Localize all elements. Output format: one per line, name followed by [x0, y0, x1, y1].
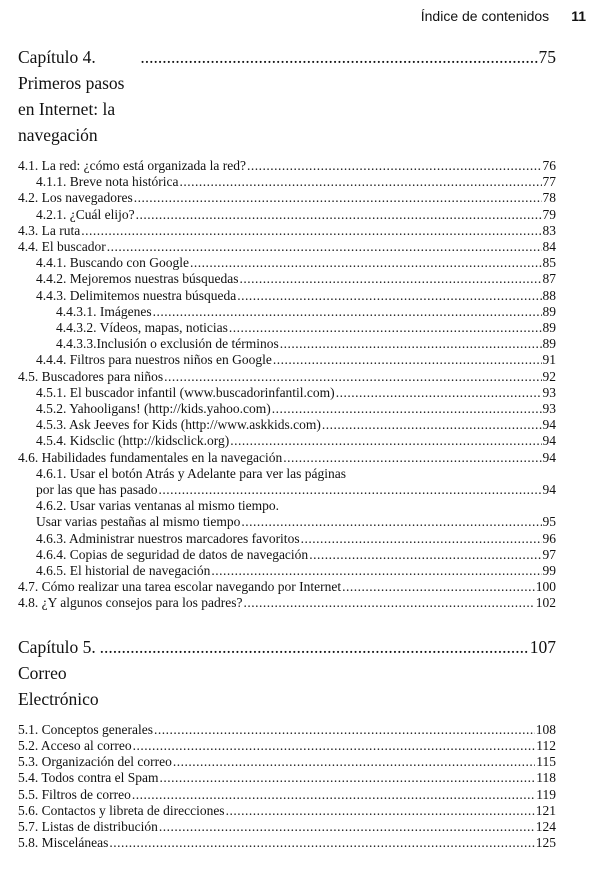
chapter-section: [18, 634, 556, 852]
toc-entry-title: 4.4.3.2. Vídeos, mapas, noticias: [56, 320, 228, 336]
toc-entry-page-number: 94: [542, 449, 556, 465]
toc-entry-page-number: 93: [542, 401, 556, 417]
toc-entry[interactable]: [18, 207, 556, 223]
chapter-section: [18, 44, 556, 612]
dot-leader: [272, 401, 542, 417]
dot-leader: [230, 433, 541, 449]
dot-leader: [239, 271, 541, 287]
toc-entry[interactable]: [18, 835, 556, 851]
toc-entry-page-number: 115: [536, 754, 556, 770]
toc-entry-page-number: 89: [542, 320, 556, 336]
toc-entry-title: 4.7. Cómo realizar una tarea escolar navegando por Internet: [18, 579, 342, 595]
toc-entry-page-number: 94: [542, 482, 556, 498]
toc-entry-page-number: 108: [535, 721, 556, 737]
toc-entry-title: 4.5.4. Kidsclic (http://kidsclick.org): [36, 433, 230, 449]
toc-entry[interactable]: [18, 803, 556, 819]
toc-entry-page-number: 92: [542, 368, 556, 384]
toc-entry-page-number: 94: [542, 433, 556, 449]
dot-leader: [81, 223, 541, 239]
toc-entry[interactable]: [18, 320, 556, 336]
dot-leader: [154, 722, 535, 738]
toc-entry-page-number: 97: [542, 546, 556, 562]
chapter-page-number: 75: [538, 47, 556, 67]
dot-leader: [134, 190, 542, 206]
toc-entry-continuation[interactable]: [18, 514, 556, 530]
toc-entry-page-number: 91: [542, 352, 556, 368]
toc-entry[interactable]: [18, 770, 556, 786]
dot-leader: [237, 288, 541, 304]
toc-entry-title: 4.8. ¿Y algunos consejos para los padres?: [18, 595, 243, 611]
toc-entry-title: 4.4.1. Buscando con Google: [36, 255, 189, 271]
dot-leader: [159, 819, 535, 835]
dot-leader: [136, 207, 542, 223]
toc-entry[interactable]: [18, 433, 556, 449]
toc-entry[interactable]: [18, 401, 556, 417]
toc-entry-title: 5.3. Organización del correo: [18, 754, 172, 770]
toc-entry-page-number: 112: [536, 737, 556, 753]
toc-entry-continuation[interactable]: [18, 482, 556, 498]
toc-entry-title: 5.4. Todos contra el Spam: [18, 770, 159, 786]
dot-leader: [109, 835, 534, 851]
toc-entry[interactable]: [18, 595, 556, 611]
running-header-title: Índice de contenidos: [420, 8, 550, 24]
toc-entry-title: 4.1.1. Breve nota histórica: [36, 174, 179, 190]
toc-entry-page-number: 125: [535, 835, 556, 851]
toc-entry-title: 4.5.1. El buscador infantil (www.buscadorinfantil.com): [36, 384, 335, 400]
toc-entry[interactable]: [18, 531, 556, 547]
toc-entry[interactable]: [18, 288, 556, 304]
toc-entry[interactable]: [18, 239, 556, 255]
toc-entry-title: 4.5.2. Yahooligans! (http://kids.yahoo.com): [36, 401, 271, 417]
toc-entry-title: 4.4.2. Mejoremos nuestras búsquedas: [36, 271, 239, 287]
toc-entry[interactable]: [18, 466, 556, 482]
toc-entry[interactable]: [18, 223, 556, 239]
toc-entry[interactable]: [18, 369, 556, 385]
toc-entry-page-number: 83: [542, 222, 556, 238]
chapter-heading[interactable]: [18, 634, 556, 712]
dot-leader: [243, 595, 534, 611]
toc-entry-title: 5.2. Acceso al correo: [18, 737, 132, 753]
toc-entry-page-number: 99: [542, 563, 556, 579]
toc-entry[interactable]: [18, 352, 556, 368]
dot-leader: [153, 304, 542, 320]
toc-entry-page-number: 84: [542, 239, 556, 255]
toc-entry-title: 4.4.3. Delimitemos nuestra búsqueda: [36, 287, 237, 303]
toc-entry-page-number: 79: [542, 206, 556, 222]
toc-entry[interactable]: [18, 385, 556, 401]
toc-entry[interactable]: [18, 158, 556, 174]
toc-entry-title: 4.6.1. Usar el botón Atrás y Adelante para ver las páginas: [36, 465, 347, 481]
dot-leader: [322, 417, 542, 433]
dot-leader: [158, 482, 541, 498]
table-of-contents: [18, 44, 556, 873]
dot-leader: [164, 369, 541, 385]
toc-entry-title: 4.6. Habilidades fundamentales en la navegación: [18, 449, 283, 465]
toc-entry[interactable]: [18, 271, 556, 287]
dot-leader: [247, 158, 541, 174]
dot-leader: [301, 531, 542, 547]
toc-entry-title: 4.5.3. Ask Jeeves for Kids (http://www.askkids.com): [36, 417, 321, 433]
dot-leader: [342, 579, 535, 595]
toc-entry[interactable]: [18, 255, 556, 271]
toc-entry-title-continued: Usar varias pestañas al mismo tiempo: [36, 514, 241, 530]
dot-leader: [273, 352, 542, 368]
toc-entry-title: 4.6.4. Copias de seguridad de datos de navegación: [36, 546, 309, 562]
toc-entry[interactable]: [18, 304, 556, 320]
toc-entry-title: 4.6.2. Usar varias ventanas al mismo tiempo.: [36, 498, 279, 514]
toc-entry-title-continued: por las que has pasado: [36, 482, 158, 498]
chapter-page-number: 107: [529, 636, 556, 657]
toc-entry-title: 5.7. Listas de distribución: [18, 818, 158, 834]
toc-entry-page-number: 100: [535, 579, 556, 595]
dot-leader: [132, 787, 535, 803]
dot-leader: [241, 514, 541, 530]
dot-leader: [107, 239, 542, 255]
toc-entry[interactable]: [18, 498, 556, 514]
chapter-title: Capítulo 4. Primeros pasos en Internet: la navegación: [18, 47, 125, 145]
dot-leader: [283, 450, 541, 466]
toc-entry-page-number: 93: [542, 384, 556, 400]
toc-entry-page-number: 77: [542, 174, 556, 190]
toc-entry-title: 4.4.3.3.Inclusión o exclusión de términos: [56, 336, 279, 352]
toc-entry-title: 5.5. Filtros de correo: [18, 786, 131, 802]
toc-entry-page-number: 94: [542, 417, 556, 433]
toc-entry-page-number: 88: [542, 287, 556, 303]
toc-entry[interactable]: [18, 754, 556, 770]
page-number: 11: [571, 8, 586, 24]
toc-entry-page-number: 102: [535, 595, 556, 611]
toc-entry[interactable]: [18, 738, 556, 754]
toc-entry-page-number: 89: [542, 336, 556, 352]
toc-entry-title: 4.2.1. ¿Cuál elijo?: [36, 206, 135, 222]
dot-leader: [226, 803, 535, 819]
dot-leader: [133, 738, 536, 754]
toc-entry-title: 4.1. La red: ¿cómo está organizada la red?: [18, 158, 247, 173]
toc-entry-page-number: 76: [542, 158, 556, 173]
toc-entry-page-number: 87: [542, 271, 556, 287]
toc-entry-page-number: 118: [536, 770, 556, 786]
toc-entry-title: 4.5. Buscadores para niños: [18, 368, 164, 384]
chapter-heading[interactable]: [18, 44, 556, 148]
toc-entry[interactable]: [18, 787, 556, 803]
toc-entry-title: 4.4.3.1. Imágenes: [56, 303, 152, 319]
dot-leader: [336, 385, 542, 401]
dot-leader: [190, 255, 542, 271]
toc-entry-title: 4.4. El buscador: [18, 239, 106, 255]
toc-entry-title: 4.6.3. Administrar nuestros marcadores favoritos: [36, 530, 300, 546]
toc-entry-title: 5.6. Contactos y libreta de direcciones: [18, 802, 225, 818]
dot-leader: [160, 770, 536, 786]
toc-entry-page-number: 78: [542, 190, 556, 206]
dot-leader: [229, 320, 542, 336]
toc-entry-title: 5.1. Conceptos generales: [18, 721, 153, 737]
toc-entry[interactable]: [18, 563, 556, 579]
dot-leader: [100, 634, 529, 660]
toc-entry[interactable]: [18, 417, 556, 433]
toc-entry[interactable]: [18, 547, 556, 563]
toc-entry[interactable]: [18, 174, 556, 190]
toc-entry-page-number: 124: [535, 818, 556, 834]
toc-entry-title: 4.3. La ruta: [18, 222, 81, 238]
toc-entry[interactable]: [18, 819, 556, 835]
toc-entry-title: 4.2. Los navegadores: [18, 190, 133, 206]
toc-entry-page-number: 89: [542, 303, 556, 319]
running-header: [14, 6, 586, 26]
toc-entry-title: 4.4.4. Filtros para nuestros niños en Google: [36, 352, 272, 368]
dot-leader: [140, 44, 537, 70]
toc-entry[interactable]: [18, 450, 556, 466]
toc-entry-title: 5.8. Misceláneas: [18, 835, 109, 851]
dot-leader: [211, 563, 541, 579]
dot-leader: [280, 336, 542, 352]
toc-entry-page-number: 96: [542, 530, 556, 546]
toc-entry[interactable]: [18, 579, 556, 595]
toc-entry-page-number: 95: [542, 514, 556, 530]
toc-entry-title: 4.6.5. El historial de navegación: [36, 563, 211, 579]
toc-entry[interactable]: [18, 336, 556, 352]
toc-entry[interactable]: [18, 722, 556, 738]
dot-leader: [179, 174, 541, 190]
toc-entry[interactable]: [18, 190, 556, 206]
dot-leader: [309, 547, 541, 563]
dot-leader: [173, 754, 535, 770]
toc-entry-page-number: 85: [542, 255, 556, 271]
toc-entry-page-number: 121: [535, 802, 556, 818]
chapter-title: Capítulo 5. Correo Electrónico: [18, 636, 99, 709]
toc-entry-page-number: 119: [536, 786, 556, 802]
